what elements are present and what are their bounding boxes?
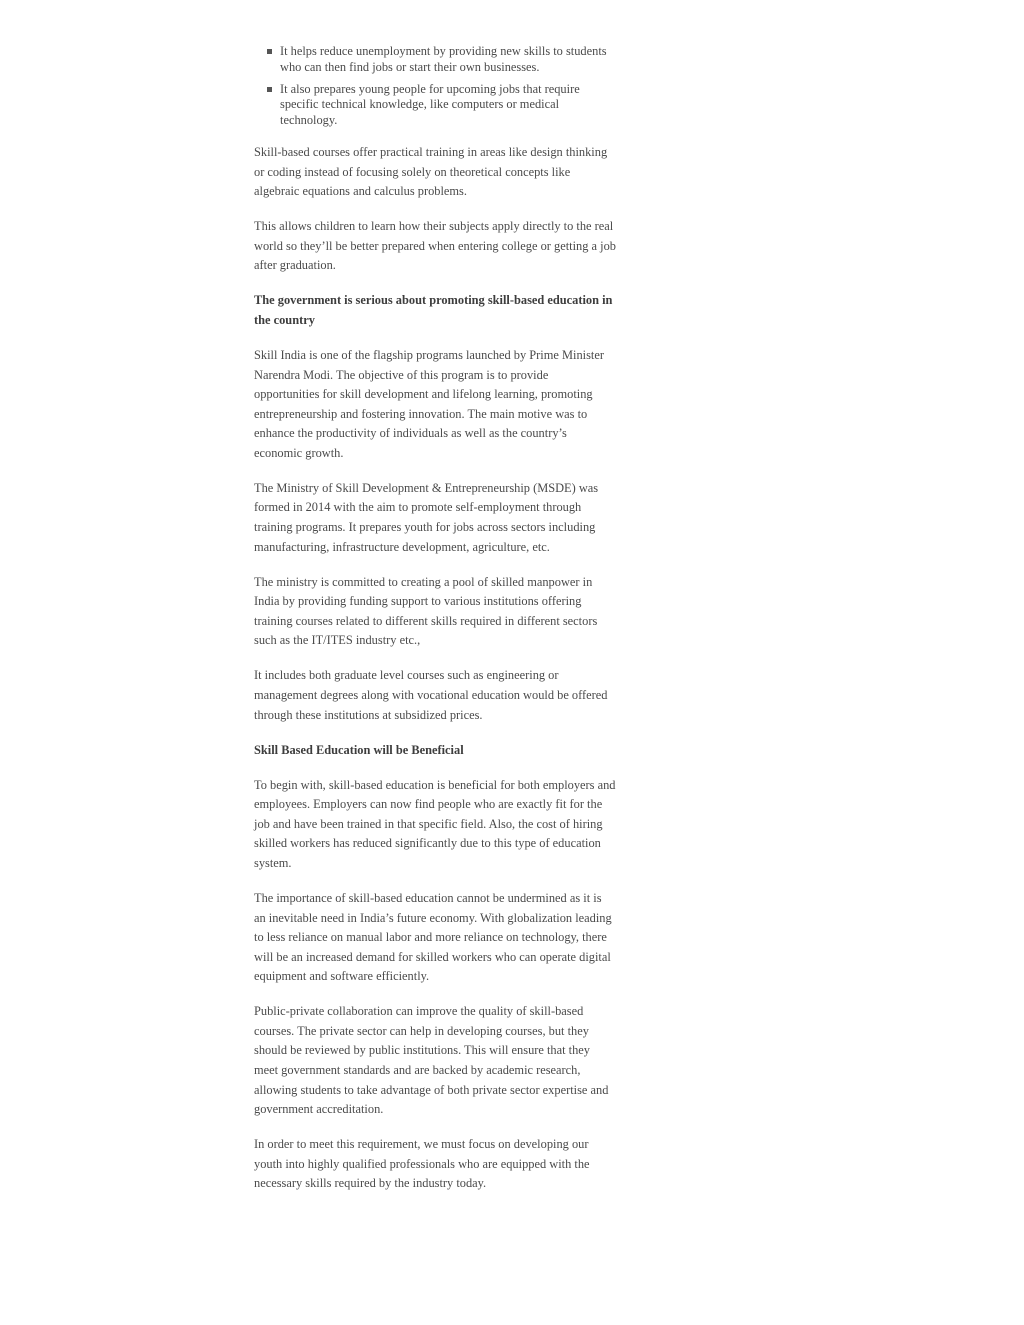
section-heading: Skill Based Education will be Beneficial	[254, 742, 464, 757]
square-bullet-icon	[267, 87, 272, 92]
list-item	[280, 82, 616, 129]
paragraph: To begin with, skill-based education is beneficial for both employers and employees. Employers can now find people who are exactly fit for the job and have been trained in that specific field. Also, the cost of hiring skilled workers has reduced significantly due to this type of education system.	[254, 777, 616, 870]
bullet-list	[254, 44, 616, 129]
list-item	[280, 44, 616, 76]
paragraph: The ministry is committed to creating a pool of skilled manpower in India by providing funding support to various institutions offering training courses related to different skills required in different sectors such as the IT/ITES industry etc.,	[254, 574, 598, 648]
paragraph: In order to meet this requirement, we must focus on developing our youth into highly qualified professionals who are equipped with the necessary skills required by the industry today.	[254, 1137, 590, 1191]
paragraph: Public-private collaboration can improve the quality of skill-based courses. The private sector can help in developing courses, but they should be reviewed by public institutions. This will ensure that they meet government standards and are backed by academic research, allowing students to take advantage of both private sector expertise and government accreditation.	[254, 1004, 609, 1117]
paragraph: This allows children to learn how their subjects apply directly to the real world so they’ll be better prepared when entering college or getting a job after graduation.	[254, 219, 616, 273]
list-item-text: It also prepares young people for upcoming jobs that require specific technical knowledge, like computers or medical technology.	[280, 81, 580, 128]
section-heading: The government is serious about promoting skill-based education in the country	[254, 293, 613, 327]
paragraph: The importance of skill-based education cannot be undermined as it is an inevitable need in India’s future economy. With globalization leading to less reliance on manual labor and more reliance on technology, there will be an increased demand for skilled workers who can operate digital equipment and software efficiently.	[254, 890, 612, 984]
paragraph: It includes both graduate level courses such as engineering or management degrees along with vocational education would be offered through these institutions at subsidized prices.	[254, 668, 608, 722]
list-item-text: It helps reduce unemployment by providing new skills to students who can then find jobs or start their own businesses.	[280, 44, 607, 74]
paragraph: The Ministry of Skill Development & Entrepreneurship (MSDE) was formed in 2014 with the aim to promote self-employment through training programs. It prepares youth for jobs across sectors including manufacturing, infrastructure development, agriculture, etc.	[254, 480, 599, 554]
square-bullet-icon	[267, 49, 272, 54]
article-body	[254, 44, 616, 1209]
paragraph: Skill India is one of the flagship programs launched by Prime Minister Narendra Modi. The objective of this program is to provide opportunities for skill development and lifelong learning, promoting entrepreneurship and fostering innovation. The main motive was to enhance the productivity of individuals as well as the country’s economic growth.	[254, 347, 604, 460]
paragraph: Skill-based courses offer practical training in areas like design thinking or coding instead of focusing solely on theoretical concepts like algebraic equations and calculus problems.	[254, 144, 608, 199]
